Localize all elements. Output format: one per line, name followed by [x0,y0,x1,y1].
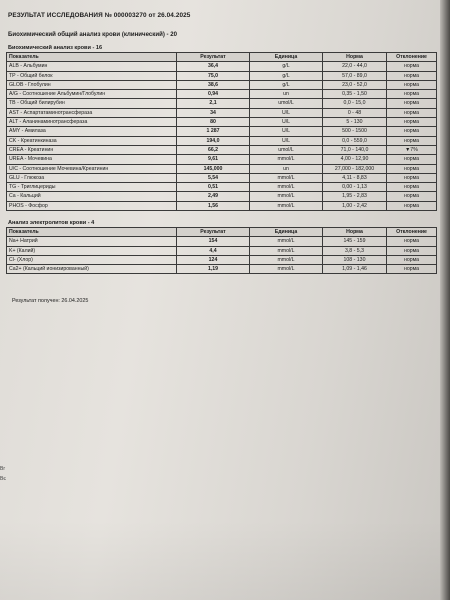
table-row [7,90,437,99]
table-header-row [7,53,437,62]
deviation-cell: норма [387,255,437,264]
result-cell: 80 [177,118,250,127]
deviation-cell: норма [387,173,437,182]
electrolytes-table [6,227,437,274]
unit-cell: mmol/L [250,192,323,201]
result-cell: 0,51 [177,183,250,192]
deviation-cell: норма [387,99,437,108]
indicator-cell: AMY - Амилаза [7,127,177,136]
table-row [7,99,437,108]
norm-cell: 0,35 - 1,50 [323,90,387,99]
norm-cell: 108 - 130 [323,255,387,264]
norm-cell: 1,09 - 1,46 [323,265,387,274]
indicator-cell: UREA - Мочевина [7,155,177,164]
indicator-cell: TG - Триглицериды [7,183,177,192]
unit-cell: U/L [250,136,323,145]
result-cell: 194,0 [177,136,250,145]
result-cell: 124 [177,255,250,264]
indicator-cell: K+ (Калий) [7,246,177,255]
col-header-indicator: Показатель [7,228,177,237]
section-title-biochem: Биохимический анализ крови - 16 [8,45,103,51]
indicator-cell: TB - Общий билирубин [7,99,177,108]
norm-cell: 0,00 - 1,13 [323,183,387,192]
result-cell: 9,61 [177,155,250,164]
indicator-cell: A/G - Соотношение Альбумин/Глобулин [7,90,177,99]
norm-cell: 3,8 - 5,3 [323,246,387,255]
norm-cell: 22,0 - 44,0 [323,62,387,71]
deviation-cell: норма [387,80,437,89]
document-title: РЕЗУЛЬТАТ ИССЛЕДОВАНИЯ № 000003270 от 26.04.2025 [8,12,191,19]
result-cell: 1,56 [177,201,250,210]
col-header-norm: Норма [323,53,387,62]
result-cell: 4,4 [177,246,250,255]
indicator-cell: Ca2+ (Кальций ионизированный) [7,265,177,274]
result-cell: 1,19 [177,265,250,274]
indicator-cell: ALT - Аланинаминотрансфераза [7,118,177,127]
table-row [7,136,437,145]
edge-text-1: Вг [0,466,6,472]
table-row [7,173,437,182]
table-row [7,127,437,136]
indicator-cell: ALB - Альбумин [7,62,177,71]
norm-cell: 145 - 159 [323,237,387,246]
unit-cell: g/L [250,62,323,71]
unit-cell: g/L [250,71,323,80]
deviation-cell: норма [387,155,437,164]
table-row [7,80,437,89]
unit-cell: mmol/L [250,255,323,264]
indicator-cell: GLU - Глюкоза [7,173,177,182]
deviation-cell: норма [387,62,437,71]
table-row [7,108,437,117]
deviation-cell: норма [387,164,437,173]
paper-edge [440,0,450,600]
indicator-cell: CK - Креатинкиназа [7,136,177,145]
norm-cell: 4,11 - 8,83 [323,173,387,182]
unit-cell: mmol/L [250,265,323,274]
table-row [7,145,437,154]
table-row [7,192,437,201]
indicator-cell: CREA - Креатинин [7,145,177,154]
unit-cell: U/L [250,108,323,117]
table-row [7,155,437,164]
col-header-result: Результат [177,53,250,62]
norm-cell: 71,0 - 140,0 [323,145,387,154]
deviation-cell: ▼7% [387,145,437,154]
result-cell: 34 [177,108,250,117]
result-cell: 38,6 [177,80,250,89]
result-cell: 1 287 [177,127,250,136]
unit-cell: mmol/L [250,173,323,182]
result-cell: 2,49 [177,192,250,201]
norm-cell: 27,000 - 182,000 [323,164,387,173]
col-header-deviation: Отклонение [387,53,437,62]
table-row [7,118,437,127]
col-header-result: Результат [177,228,250,237]
col-header-deviation: Отклонение [387,228,437,237]
result-cell: 2,1 [177,99,250,108]
unit-cell: un [250,90,323,99]
col-header-unit: Единица [250,228,323,237]
table-row [7,183,437,192]
norm-cell: 0,0 - 15,0 [323,99,387,108]
indicator-cell: U/C - Соотношение Мочевина/Креатинин [7,164,177,173]
unit-cell: mmol/L [250,237,323,246]
col-header-indicator: Показатель [7,53,177,62]
norm-cell: 4,00 - 12,90 [323,155,387,164]
norm-cell: 57,0 - 89,0 [323,71,387,80]
norm-cell: 500 - 1500 [323,127,387,136]
deviation-cell: норма [387,108,437,117]
deviation-cell: норма [387,246,437,255]
deviation-cell: норма [387,136,437,145]
edge-text-2: Вє [0,476,6,482]
indicator-cell: TP - Общий белок [7,71,177,80]
page-shadow [0,520,446,600]
col-header-unit: Единица [250,53,323,62]
deviation-cell: норма [387,192,437,201]
table-row [7,62,437,71]
indicator-cell: Cl- (Хлор) [7,255,177,264]
result-cell: 154 [177,237,250,246]
norm-cell: 5 - 130 [323,118,387,127]
deviation-cell: норма [387,71,437,80]
table-row [7,255,437,264]
indicator-cell: Ca - Кальций [7,192,177,201]
result-cell: 5,54 [177,173,250,182]
unit-cell: mmol/L [250,201,323,210]
analysis-subtitle: Биохимический общий анализ крови (клинический) - 20 [8,31,178,38]
table-row [7,237,437,246]
unit-cell: U/L [250,118,323,127]
unit-cell: umol/L [250,145,323,154]
unit-cell: un [250,164,323,173]
result-cell: 66,2 [177,145,250,154]
col-header-norm: Норма [323,228,387,237]
table-row [7,71,437,80]
norm-cell: 1,95 - 2,83 [323,192,387,201]
deviation-cell: норма [387,265,437,274]
deviation-cell: норма [387,118,437,127]
deviation-cell: норма [387,90,437,99]
unit-cell: U/L [250,127,323,136]
table-header-row [7,228,437,237]
norm-cell: 1,00 - 2,42 [323,201,387,210]
unit-cell: mmol/L [250,155,323,164]
table-row [7,164,437,173]
deviation-cell: норма [387,127,437,136]
unit-cell: umol/L [250,99,323,108]
indicator-cell: PHOS - Фосфор [7,201,177,210]
norm-cell: 0 - 48 [323,108,387,117]
result-cell: 0,94 [177,90,250,99]
table-row [7,246,437,255]
indicator-cell: GLOB - Глобулин [7,80,177,89]
unit-cell: mmol/L [250,246,323,255]
result-received-date: Результат получен: 26.04.2025 [12,298,89,304]
result-cell: 36,4 [177,62,250,71]
indicator-cell: AST - Аспартатаминотрансфераза [7,108,177,117]
indicator-cell: Na+ Натрий [7,237,177,246]
table-row [7,265,437,274]
norm-cell: 23,0 - 52,0 [323,80,387,89]
unit-cell: mmol/L [250,183,323,192]
deviation-cell: норма [387,201,437,210]
norm-cell: 0,0 - 559,0 [323,136,387,145]
result-cell: 75,0 [177,71,250,80]
deviation-cell: норма [387,237,437,246]
biochem-table [6,52,437,211]
section-title-electrolytes: Анализ электролитов крови - 4 [8,220,95,226]
table-row [7,201,437,210]
result-cell: 145,000 [177,164,250,173]
deviation-cell: норма [387,183,437,192]
unit-cell: g/L [250,80,323,89]
